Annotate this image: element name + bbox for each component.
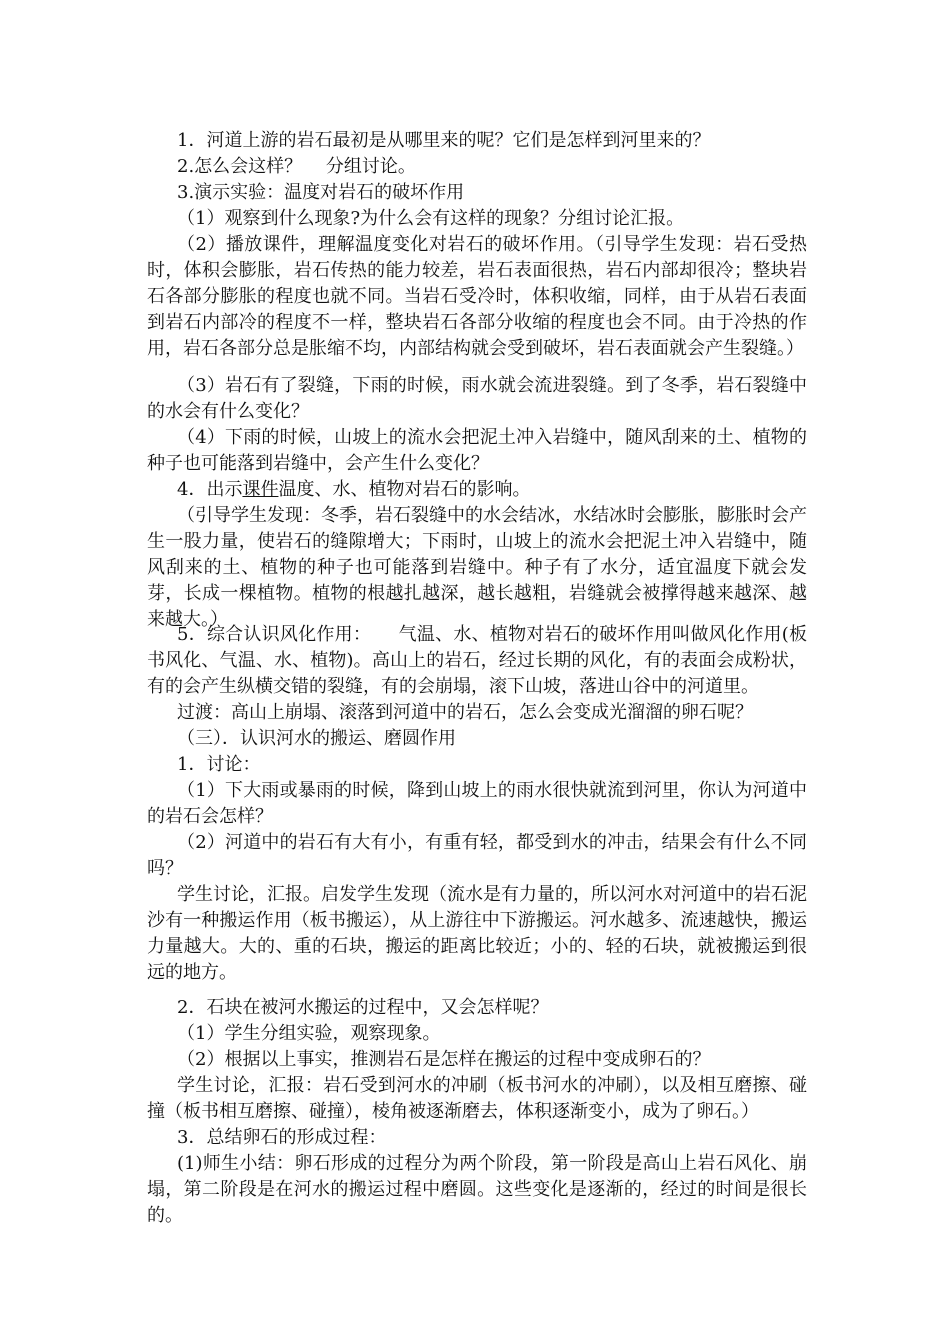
step-3-cracks: （3）岩石有了裂缝，下雨的时候，雨水就会流进裂缝。到了冬季，岩石裂缝中的水会有什么变化？ — [147, 375, 807, 422]
step-4-rain: （4）下雨的时候，山坡上的流水会把泥土冲入岩缝中，随风刮来的土、植物的种子也可能落到岩缝中，会产生什么变化？ — [147, 427, 807, 474]
step-2-courseware: （2）播放课件，理解温度变化对岩石的破坏作用。（引导学生发现：岩石受热时，体积会膨胀，岩石传热的能力较差，岩石表面很热，岩石内部却很冷；整块岩石各部分膨胀的程度也就不同。当岩石受冷时，体积收缩，同样，由于从岩石表面到岩石内部冷的程度不一样，整块岩石各部分收缩的程度也会不同。由于冷热的作用，岩石各部分总是胀缩不均，内部结构就会受到破坏，岩石表面就会产生裂缝。） — [147, 234, 807, 359]
courseware-link[interactable]: 课件 — [242, 479, 279, 500]
item-4-prefix: 4．出示 — [177, 479, 243, 500]
section-3-heading: （三）．认识河水的搬运、磨圆作用 — [177, 728, 456, 749]
student-discussion-transport: 学生讨论，汇报。启发学生发现（流水是有力量的，所以河水对河道中的岩石泥沙有一种搬运作用（板书搬运），从上游往中下游搬运。河水越多、流速越快，搬运力量越大。大的、重的石块，搬运的距离比较近；小的、轻的石块，就被搬运到很远的地方。 — [147, 884, 807, 983]
group-experiment: （1）学生分组实验，观察现象。 — [177, 1023, 441, 1044]
infer-pebble: （2）根据以上事实，推测岩石是怎样在搬运的过程中变成卵石的？ — [177, 1049, 711, 1070]
question-1: 1．河道上游的岩石最初是从哪里来的呢？它们是怎样到河里来的？ — [177, 130, 711, 151]
summary-heading: 3．总结卵石的形成过程： — [177, 1127, 387, 1148]
item-4-show-courseware — [147, 477, 807, 503]
step-1-observe: （1）观察到什么现象?为什么会有这样的现象？分组讨论汇报。 — [177, 208, 685, 229]
guide-discovery-paragraph: （引导学生发现：冬季，岩石裂缝中的水会结冰，水结冰时会膨胀，膨胀时会产生一股力量，使岩石的缝隙增大；下雨时，山坡上的流水会把泥土冲入岩缝中，随风刮来的土、植物的种子也可能落到岩缝中。种子有了水分，适宜温度下就会发芽，长成一棵植物。植物的根越扎越深，越长越粗，岩缝就会被撑得越来越深、越来越大。） — [147, 505, 807, 630]
item-4-suffix: 温度、水、植物对岩石的影响。 — [278, 479, 531, 500]
item-5-weathering: 5．综合认识风化作用： 气温、水、植物对岩石的破坏作用叫做风化作用(板书风化、气温、水、植物)。高山上的岩石，经过长期的风化，有的表面会成粉状，有的会产生纵横交错的裂缝，有的会崩塌，滚下山坡，落进山谷中的河道里。 — [147, 624, 807, 697]
discussion-q1: （1）下大雨或暴雨的时候，降到山坡上的雨水很快就流到河里，你认为河道中的岩石会怎样？ — [147, 780, 807, 827]
transition-text: 过渡：高山上崩塌、滚落到河道中的岩石，怎么会变成光溜溜的卵石呢？ — [177, 702, 753, 723]
student-discussion-erosion: 学生讨论，汇报：岩石受到河水的冲刷（板书河水的冲刷），以及相互磨擦、碰撞（板书相互磨擦、碰撞），棱角被逐渐磨去，体积逐渐变小，成为了卵石。） — [147, 1075, 807, 1122]
discussion-heading: 1．讨论： — [177, 754, 261, 775]
summary-paragraph: (1)师生小结：卵石形成的过程分为两个阶段，第一阶段是高山上岩石风化、崩塌，第二阶段是在河水的搬运过程中磨圆。这些变化是逐渐的，经过的时间是很长的。 — [147, 1153, 807, 1226]
question-stone-transport: 2．石块在被河水搬运的过程中，又会怎样呢？ — [177, 997, 549, 1018]
question-2: 2.怎么会这样？ 分组讨论。 — [177, 156, 416, 177]
demo-experiment-heading: 3.演示实验：温度对岩石的破坏作用 — [177, 182, 465, 203]
discussion-q2: （2）河道中的岩石有大有小，有重有轻，都受到水的冲击，结果会有什么不同吗？ — [147, 832, 807, 879]
